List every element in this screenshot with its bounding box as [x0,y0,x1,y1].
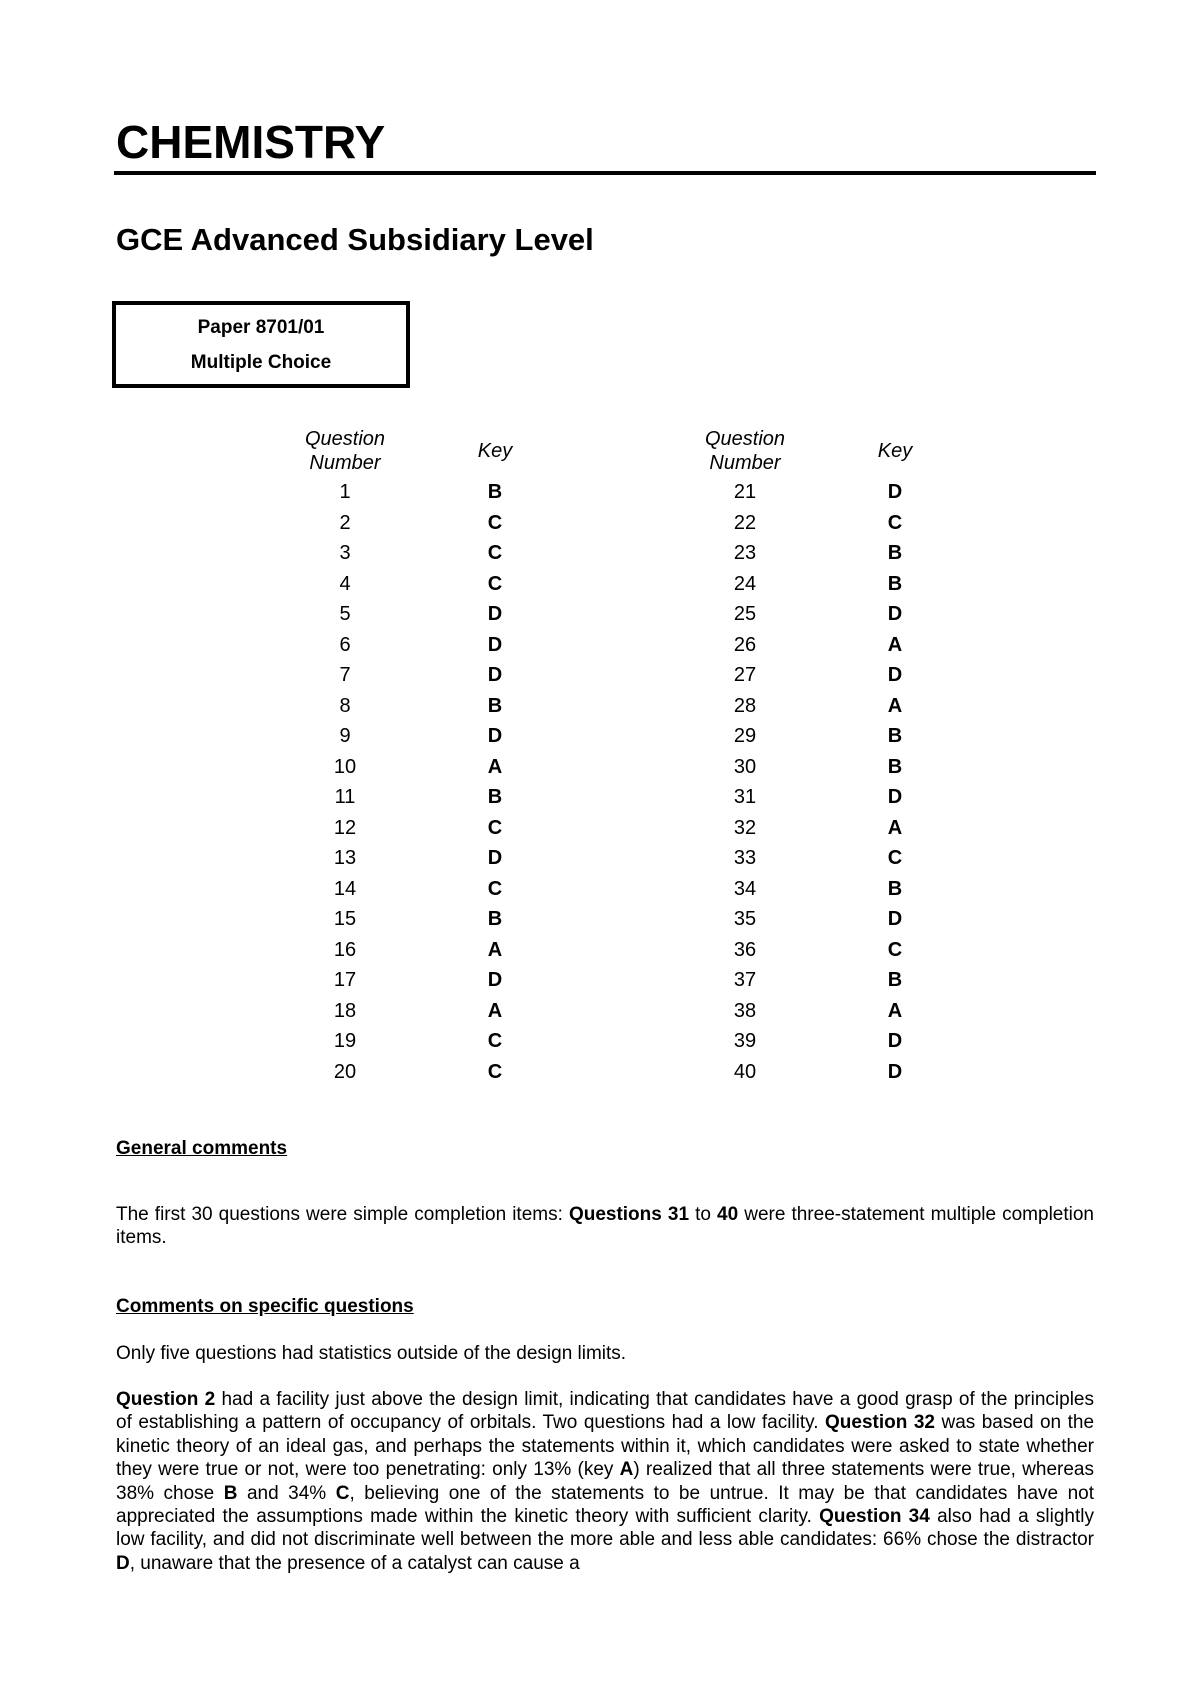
bold-text: Question 32 [825,1412,935,1434]
answer-key: C [487,542,503,564]
right-question-column [680,425,810,1087]
question-number: 15 [333,908,357,930]
answer-key: A [887,633,903,656]
answer-key: A [887,999,903,1022]
question-number: 36 [733,938,757,961]
question-number: 32 [733,816,757,839]
question-number: 18 [333,999,357,1022]
answer-key: B [887,572,903,595]
answer-key: D [887,481,903,503]
answer-key: D [887,1030,903,1052]
specific-comments-intro: Only five questions had statistics outside of the design limits. [116,1343,627,1364]
answer-key: D [887,603,903,625]
text: ) realized that all three statements were true, whereas 38% chose [116,1459,1094,1504]
answer-key: C [887,511,903,534]
bold-text: D [116,1552,130,1574]
answer-key: C [887,847,903,869]
left-question-column [280,425,410,1087]
question-number: 13 [333,847,357,869]
answer-key: C [487,877,503,900]
bold-text: Questions 31 [568,1204,690,1225]
answer-key: B [487,481,503,503]
text: had a facility just above the design limit, indicating that candidates have a good grasp of the principles of establishing a pattern of occupancy of orbitals. Two questions had a low facility. [116,1389,1094,1434]
answer-key: D [887,664,903,686]
question-number: 19 [333,1030,357,1052]
question-number: 6 [339,633,351,656]
question-number: 3 [339,542,351,564]
question-number: 40 [733,1060,757,1083]
bold-text: B [223,1482,238,1504]
bold-text: C [335,1482,350,1504]
answer-key: D [887,786,903,808]
answer-key: C [487,572,503,595]
paper-type: Multiple Choice [190,352,332,373]
answer-key: B [887,755,903,778]
question-number: 7 [339,664,351,686]
bold-text: Question 34 [819,1506,930,1528]
answer-key: D [487,847,503,869]
question-number: 39 [733,1030,757,1052]
bold-text: 40 [717,1204,739,1225]
left-question-cells [280,477,410,1087]
question-number: 26 [733,633,757,656]
answer-key: B [487,694,503,717]
question-number: 31 [733,786,757,808]
question-number: 20 [333,1060,357,1083]
answer-key: B [887,542,903,564]
answer-key: B [887,877,903,900]
answer-key: B [887,725,903,747]
question-number: 8 [339,694,351,717]
question-number: 34 [733,877,757,900]
level-title: GCE Advanced Subsidiary Level [116,222,594,257]
answer-key: A [887,694,903,717]
specific-comments-heading: Comments on specific questions [116,1296,414,1317]
question-number: 28 [733,694,757,717]
question-number: 30 [733,755,757,778]
text: , believing one of the statements to be untrue. It may be that candidates have not appreciated the assumptions made within the kinetic theory with sufficient clarity. [116,1482,1094,1528]
question-number: 33 [733,847,757,869]
question-number: 12 [333,816,357,839]
key-header: Key [477,440,513,462]
answer-key: A [887,816,903,839]
title-divider [114,171,1096,175]
question-number: 37 [733,969,757,991]
question-number: 22 [733,511,757,534]
right-question-cells [680,477,810,1087]
answer-key: B [487,786,503,808]
question-number: 16 [333,938,357,961]
question-number: 9 [339,725,351,747]
question-number-header: Question Number [704,428,786,474]
question-number: 1 [339,481,351,503]
bold-text: Question 2 [116,1389,216,1410]
subject-title: CHEMISTRY [116,116,386,168]
question-number: 2 [339,511,351,534]
answer-key: D [487,725,503,747]
paper-number: Paper 8701/01 [197,317,325,338]
general-comments-paragraph [116,1203,1094,1250]
text: also had a slightly low facility, and did not discriminate well between the more able and less able candidates: 66% chose the distractor [116,1506,1094,1551]
answer-key: A [487,755,503,778]
question-number: 17 [333,969,357,991]
answer-key: C [487,1030,503,1052]
question-number: 35 [733,908,757,930]
right-key-cells [855,477,935,1087]
answer-key: A [487,999,503,1022]
text: were three-statement multiple completion items. [116,1204,1094,1249]
question-number: 5 [339,603,351,625]
text: and 34% [237,1482,336,1504]
question-number: 23 [733,542,757,564]
specific-comments-paragraph [116,1388,1094,1575]
bold-text: A [619,1459,634,1481]
text: was based on the kinetic theory of an ideal gas, and perhaps the statements within it, which candidates were asked to state whether they were true or not, were too penetrating: only 13% (key [116,1412,1095,1481]
question-number: 24 [733,572,757,595]
left-key-column [455,425,535,1087]
text: , unaware that the presence of a catalyst can cause a [129,1552,580,1574]
answer-key: D [487,603,503,625]
answer-key: C [487,816,503,839]
paper-box [112,301,410,388]
answer-key: A [487,938,503,961]
question-number: 4 [339,572,351,595]
question-number: 21 [733,481,757,503]
answer-key: B [887,969,903,991]
question-number: 38 [733,999,757,1022]
text: to [689,1204,718,1225]
question-number: 29 [733,725,757,747]
left-key-cells [455,477,535,1087]
answer-key: D [487,969,503,991]
text: The first 30 questions were simple completion items: [116,1204,569,1225]
answer-key: D [487,633,503,656]
question-number-header: Question Number [304,428,386,474]
answer-key: C [487,1060,503,1083]
answer-key: D [887,1060,903,1083]
key-header: Key [877,440,913,462]
question-number: 14 [333,877,357,900]
answer-key: D [887,908,903,930]
answer-key: B [487,908,503,930]
question-number: 10 [333,755,357,778]
right-key-column [855,425,935,1087]
question-number: 27 [733,664,757,686]
answer-key: C [887,938,903,961]
question-number: 11 [334,786,356,808]
answer-key: C [487,511,503,534]
question-number: 25 [733,603,757,625]
general-comments-heading: General comments [116,1138,288,1159]
answer-key: D [487,664,503,686]
